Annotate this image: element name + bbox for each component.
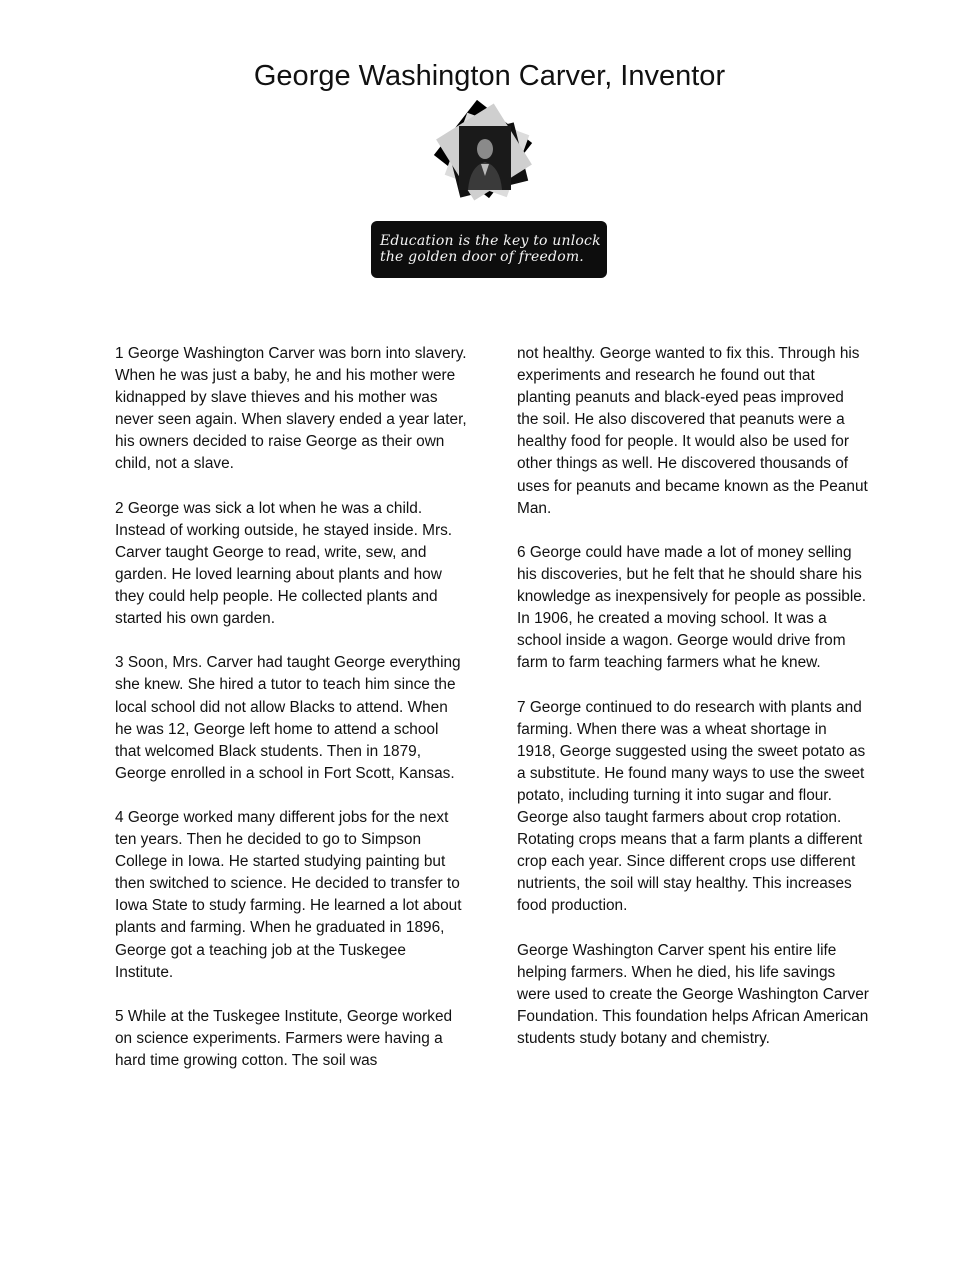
quote-line-2: the golden door of freedom.: [380, 249, 584, 265]
quote-line-1: Education is the key to unlock: [380, 233, 601, 249]
page-title: George Washington Carver, Inventor: [253, 60, 726, 92]
paragraph-1: 1 George Washington Carver was born into slavery. When he was just a baby, he and his mother were kidnapped by slave thieves and his mother was never seen again. When slavery ended a year later, his owners decided to raise George as their own child, not a slave.: [115, 345, 467, 473]
paragraph-6: 6 George could have made a lot of money selling his discoveries, but he felt that he should share his knowledge as inexpensively for people as possible. In 1906, he created a moving school. It was a school inside a wagon. George would drive from farm to farm teaching farmers what he knew.: [517, 543, 867, 672]
paragraph-5: 5 While at the Tuskegee Institute, George worked on science experiments. Farmers were having a hard time growing cotton. The soil was: [115, 1007, 453, 1069]
left-column: [115, 343, 467, 1094]
quote-banner: [371, 221, 607, 278]
paragraph-5-continued: not healthy. George wanted to fix this. Through his experiments and research he found out that planting peanuts and black-eyed peas improved the soil. He also discovered that peanuts were a healthy food for people. It would also be used for other things as well. He discovered thousands of uses for peanuts and became known as the Peanut Man.: [517, 345, 868, 517]
paragraph-4: 4 George worked many different jobs for the next ten years. Then he decided to go to Simpson College in Iowa. He started studying painting but then switched to science. He decided to transfer to Iowa State to study farming. He learned a lot about plants and farming. When he graduated in 1896, George got a teaching job at the Tuskegee Institute.: [115, 808, 462, 981]
portrait-photo-icon: [430, 100, 540, 212]
portrait-image: [430, 100, 540, 212]
paragraph-conclusion: George Washington Carver spent his entire life helping farmers. When he died, his life savings were used to create the George Washington Carver Foundation. This foundation helps African American students study botany and chemistry.: [517, 941, 869, 1047]
right-column: [517, 343, 869, 1072]
paragraph-3: 3 Soon, Mrs. Carver had taught George everything she knew. She hired a tutor to teach him since the local school did not allow Blacks to attend. When he was 12, George left home to attend a school that welcomed Black students. Then in 1879, George enrolled in a school in Fort Scott, Kansas.: [115, 654, 461, 782]
paragraph-2: 2 George was sick a lot when he was a child. Instead of working outside, he stayed inside. Mrs. Carver taught George to read, write, sew, and garden. He loved learning about plants and how they could help people. He collected plants and started his own garden.: [115, 499, 453, 628]
paragraph-7: 7 George continued to do research with plants and farming. When there was a wheat shortage in 1918, George suggested using the sweet potato as a substitute. He found many ways to use the sweet potato, including turning it into sugar and flour. George also taught farmers about crop rotation. Rotating crops means that a farm plants a different crop each year. Since different crops use different nutrients, the soil will stay healthy. This increases food production.: [517, 698, 866, 915]
